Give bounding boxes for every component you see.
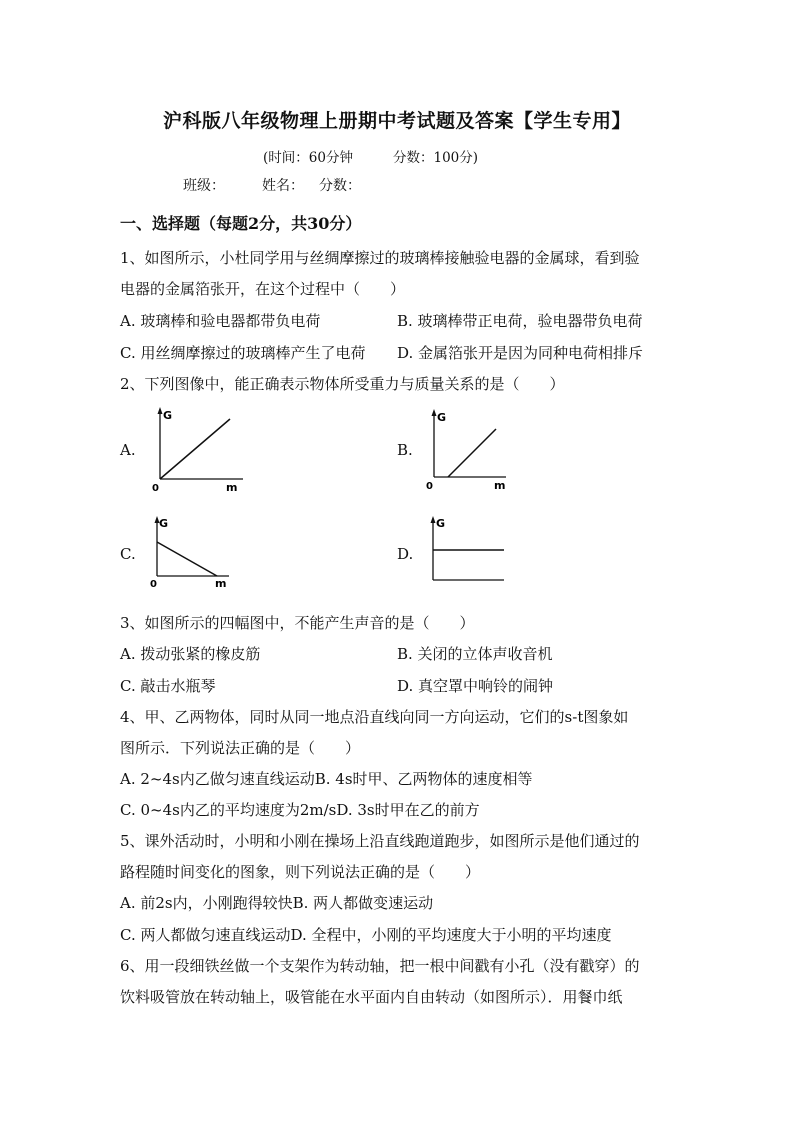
q1-stem-line1: 1、如图所示，小杜同学用与丝绸摩擦过的玻璃棒接触验电器的金属球，看到验 xyxy=(120,249,640,267)
graph-a-origin: 0 xyxy=(152,483,159,493)
section-heading: 一、选择题（每题2分，共30分） xyxy=(120,214,362,233)
q5-stem-line1: 5、课外活动时，小明和小刚在操场上沿直线跑道跑步，如图所示是他们通过的 xyxy=(120,832,640,850)
graph-a xyxy=(148,405,248,493)
graph-c xyxy=(145,512,245,590)
q5-stem-line2: 路程随时间变化的图象，则下列说法正确的是（ ） xyxy=(120,863,481,881)
exam-time: (时间：60分钟 xyxy=(263,150,353,166)
q2-label-c: C. xyxy=(120,545,136,563)
q4-options-cd: C. 0~4s内乙的平均速度为2m/sD. 3s时甲在乙的前方 xyxy=(120,801,480,819)
score-field: 分数： xyxy=(319,178,361,194)
graph-b-origin: 0 xyxy=(426,481,433,492)
q3-option-c: C. 敲击水瓶琴 xyxy=(120,677,216,695)
graph-b-y-label: G xyxy=(437,411,447,424)
class-field: 班级： xyxy=(183,178,225,194)
q3-option-a: A. 拨动张紧的橡皮筋 xyxy=(120,645,261,663)
q2-label-b: B. xyxy=(397,441,413,459)
q1-option-c: C. 用丝绸摩擦过的玻璃棒产生了电荷 xyxy=(120,344,366,362)
q2-label-d: D. xyxy=(397,545,414,563)
graph-a-x-label: m xyxy=(226,481,238,493)
q2-label-a: A. xyxy=(120,441,136,459)
q1-option-b: B. 玻璃棒带正电荷，验电器带负电荷 xyxy=(397,312,643,330)
q4-stem-line2: 图所示．下列说法正确的是（ ） xyxy=(120,739,361,757)
graph-a-y-label: G xyxy=(163,409,173,422)
graph-c-y-label: G xyxy=(159,517,169,530)
q4-stem-line1: 4、甲、乙两物体，同时从同一地点沿直线向同一方向运动，它们的s-t图象如 xyxy=(120,708,629,726)
page-title: 沪科版八年级物理上册期中考试题及答案【学生专用】 xyxy=(162,110,631,132)
graph-d xyxy=(424,512,524,590)
q2-stem: 2、下列图像中，能正确表示物体所受重力与质量关系的是（ ） xyxy=(120,375,565,393)
graph-b xyxy=(424,405,524,493)
q3-option-b: B. 关闭的立体声收音机 xyxy=(397,645,553,663)
graph-c-x-label: m xyxy=(215,577,227,590)
q1-stem-line2: 电器的金属箔张开，在这个过程中（ ） xyxy=(120,280,406,298)
q3-stem: 3、如图所示的四幅图中，不能产生声音的是（ ） xyxy=(120,614,475,632)
exam-score: 分数：100分) xyxy=(393,150,479,166)
graph-c-origin: 0 xyxy=(150,579,157,590)
q3-option-d: D. 真空罩中响铃的闹钟 xyxy=(397,677,554,695)
q1-option-d: D. 金属箔张开是因为同种电荷相排斥 xyxy=(397,344,644,362)
q5-options-ab: A. 前2s内，小刚跑得较快B. 两人都做变速运动 xyxy=(120,894,434,912)
q5-options-cd: C. 两人都做匀速直线运动D. 全程中，小刚的平均速度大于小明的平均速度 xyxy=(120,926,612,944)
q6-stem-line2: 饮料吸管放在转动轴上，吸管能在水平面内自由转动（如图所示）．用餐巾纸 xyxy=(120,988,623,1006)
graph-d-y-label: G xyxy=(436,517,446,530)
q6-stem-line1: 6、用一段细铁丝做一个支架作为转动轴，把一根中间戳有小孔（没有戳穿）的 xyxy=(120,957,640,975)
name-field: 姓名： xyxy=(262,178,304,194)
q1-option-a: A. 玻璃棒和验电器都带负电荷 xyxy=(120,312,321,330)
q4-options-ab: A. 2~4s内乙做匀速直线运动B. 4s时甲、乙两物体的速度相等 xyxy=(120,770,533,788)
graph-b-x-label: m xyxy=(494,479,506,492)
